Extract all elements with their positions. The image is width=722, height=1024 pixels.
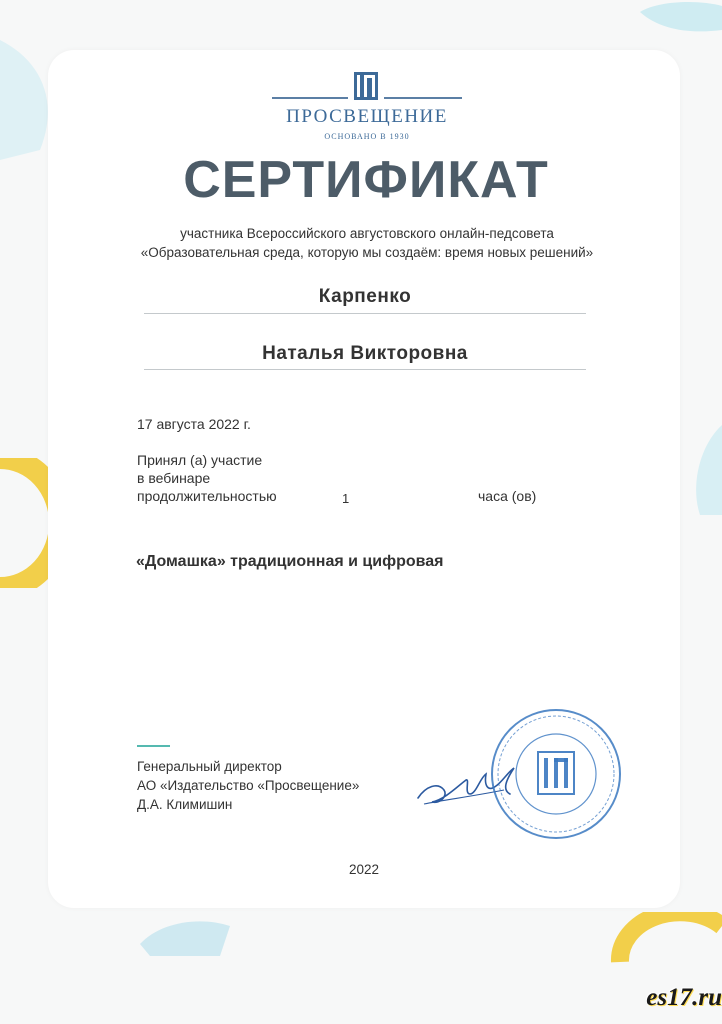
signatory-name: Д.А. Климишин bbox=[137, 797, 233, 812]
duration-value: 1 bbox=[342, 491, 350, 506]
participation-line-2: в вебинаре bbox=[137, 470, 211, 486]
surname-underline bbox=[144, 313, 586, 314]
certificate-title: СЕРТИФИКАТ bbox=[183, 151, 549, 209]
decor-right-aqua-shape bbox=[680, 425, 722, 515]
signatory-company: АО «Издательство «Просвещение» bbox=[137, 778, 360, 793]
subtitle-line-2: «Образовательная среда, которую мы создаём: время новых решений» bbox=[140, 245, 594, 260]
certificate-subtitle bbox=[80, 224, 654, 262]
company-seal-stamp-icon bbox=[488, 706, 624, 842]
webinar-topic: «Домашка» традиционная и цифровая bbox=[136, 553, 444, 570]
site-watermark: es17.ru bbox=[646, 984, 722, 1011]
signatory-accent-line bbox=[137, 745, 170, 747]
certificate-date: 17 августа 2022 г. bbox=[137, 416, 251, 432]
brand-founded: ОСНОВАНО В 1930 bbox=[324, 132, 410, 141]
decor-bottom-right-yellow-ring bbox=[610, 912, 722, 972]
duration-label: продолжительностью bbox=[137, 488, 277, 504]
decor-bottom-left-aqua-shape bbox=[140, 916, 230, 956]
logo-line-right bbox=[384, 97, 462, 99]
certificate-year: 2022 bbox=[348, 862, 380, 877]
logo-line-left bbox=[272, 97, 348, 99]
participation-line-1: Принял (а) участие bbox=[137, 452, 263, 468]
subtitle-line-1: участника Всероссийского августовского онлайн-педсовета bbox=[180, 226, 554, 241]
brand-name: ПРОСВЕЩЕНИЕ bbox=[286, 106, 448, 127]
given-names-underline bbox=[144, 369, 586, 370]
decor-top-right-aqua-shape bbox=[640, 0, 722, 40]
recipient-surname: Карпенко bbox=[318, 286, 412, 307]
prosveshchenie-logo-icon bbox=[354, 72, 378, 100]
recipient-given-names: Наталья Викторовна bbox=[262, 343, 468, 364]
signatory-position: Генеральный директор bbox=[137, 759, 282, 774]
duration-unit: часа (ов) bbox=[478, 488, 537, 504]
